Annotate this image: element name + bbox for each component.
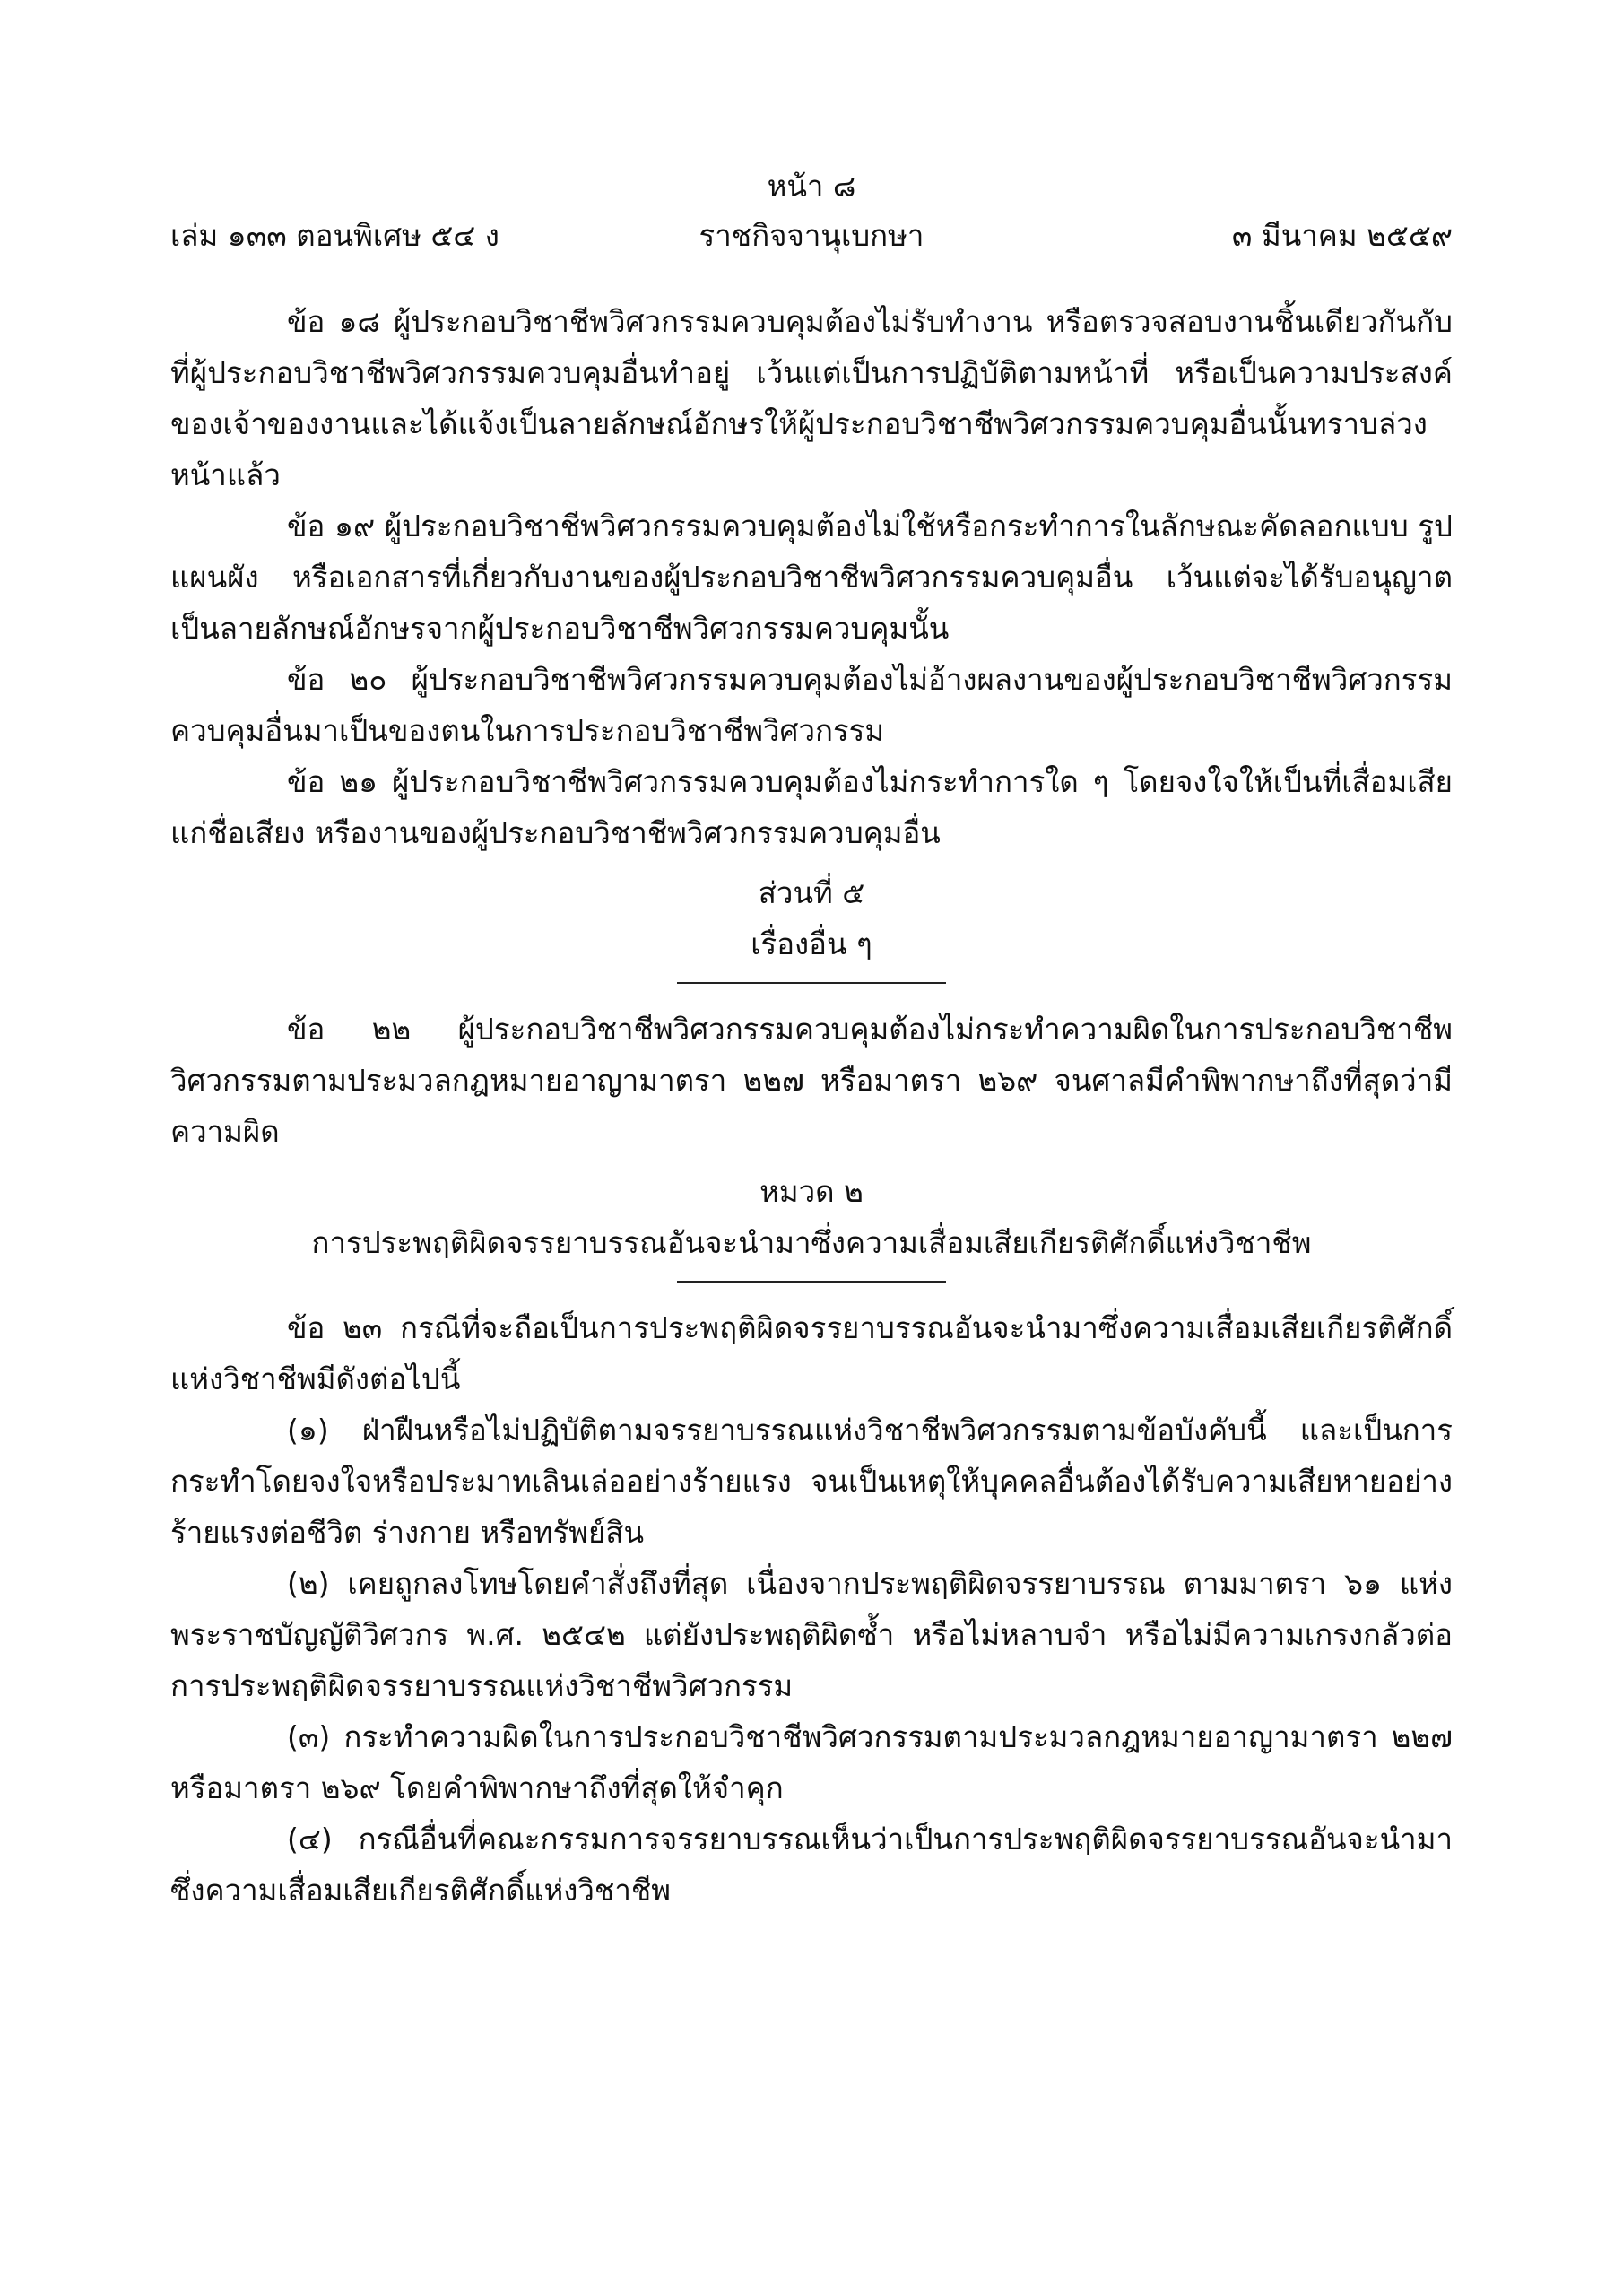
- clause-18: ข้อ ๑๘ ผู้ประกอบวิชาชีพวิศวกรรมควบคุมต้องไม่รับทำงาน หรือตรวจสอบงานชิ้นเดียวกันกับที่ผู้ประกอบวิชาชีพวิศวกรรมควบคุมอื่นทำอยู่ เว้นแต่เป็นการปฏิบัติตามหน้าที่ หรือเป็นความประสงค์ของเจ้าของงานและได้แจ้งเป็นลายลักษณ์อักษรให้ผู้ประกอบวิชาชีพวิศวกรรมควบคุมอื่นนั้นทราบล่วงหน้าแล้ว: [170, 304, 1453, 492]
- chapter-2-title: การประพฤติผิดจรรยาบรรณอันจะนำมาซึ่งความเสื่อมเสียเกียรติศักดิ์แห่งวิชาชีพ: [311, 1225, 1312, 1260]
- chapter-2-heading: หมวด ๒: [759, 1174, 864, 1209]
- section-5-heading: ส่วนที่ ๕: [758, 875, 865, 910]
- volume-issue: เล่ม ๑๓๓ ตอนพิเศษ ๕๔ ง: [170, 218, 499, 253]
- publication-name: ราชกิจจานุเบกษา: [699, 218, 924, 253]
- clause-23-intro: ข้อ ๒๓ กรณีที่จะถือเป็นการประพฤติผิดจรรยาบรรณอันจะนำมาซึ่งความเสื่อมเสียเกียรติศักดิ์แห่งวิชาชีพมีดังต่อไปนี้: [170, 1310, 1453, 1396]
- clause-23-item-3: (๓) กระทำความผิดในการประกอบวิชาชีพวิศวกรรมตามประมวลกฎหมายอาญามาตรา ๒๒๗ หรือมาตรา ๒๖๙ โดยคำพิพากษาถึงที่สุดให้จำคุก: [170, 1719, 1453, 1805]
- spacer: [170, 1283, 1453, 1302]
- gazette-header: [170, 213, 1453, 258]
- spacer: [170, 858, 1453, 867]
- clause-23-item-2: (๒) เคยถูกลงโทษโดยคำสั่งถึงที่สุด เนื่องจากประพฤติผิดจรรยาบรรณ ตามมาตรา ๖๑ แห่งพระราชบัญญัติวิศวกร พ.ศ. ๒๕๔๒ แต่ยังประพฤติผิดซ้ำ หรือไม่หลาบจำ หรือไม่มีความเกรงกลัวต่อการประพฤติผิดจรรยาบรรณแห่งวิชาชีพวิศวกรรม: [170, 1566, 1453, 1703]
- clause-20: ข้อ ๒๐ ผู้ประกอบวิชาชีพวิศวกรรมควบคุมต้องไม่อ้างผลงานของผู้ประกอบวิชาชีพวิศวกรรมควบคุมอื่นมาเป็นของตนในการประกอบวิชาชีพวิศวกรรม: [170, 662, 1453, 748]
- clause-21: ข้อ ๒๑ ผู้ประกอบวิชาชีพวิศวกรรมควบคุมต้องไม่กระทำการใด ๆ โดยจงใจให้เป็นที่เสื่อมเสียแก่ชื่อเสียง หรืองานของผู้ประกอบวิชาชีพวิศวกรรมควบคุมอื่น: [170, 764, 1453, 850]
- document-body: [170, 296, 1453, 1916]
- spacer: [170, 1157, 1453, 1166]
- clause-19: ข้อ ๑๙ ผู้ประกอบวิชาชีพวิศวกรรมควบคุมต้องไม่ใช้หรือกระทำการในลักษณะคัดลอกแบบ รูป แผนผัง หรือเอกสารที่เกี่ยวกับงานของผู้ประกอบวิชาชีพวิศวกรรมควบคุมอื่น เว้นแต่จะได้รับอนุญาตเป็นลายลักษณ์อักษรจากผู้ประกอบวิชาชีพวิศวกรรมควบคุมนั้น: [170, 509, 1453, 646]
- clause-23-item-1: (๑) ฝ่าฝืนหรือไม่ปฏิบัติตามจรรยาบรรณแห่งวิชาชีพวิศวกรรมตามข้อบังคับนี้ และเป็นการกระทำโดยจงใจหรือประมาทเลินเล่ออย่างร้ายแรง จนเป็นเหตุให้บุคคลอื่นต้องได้รับความเสียหายอย่างร้ายแรงต่อชีวิต ร่างกาย หรือทรัพย์สิน: [170, 1413, 1453, 1550]
- spacer: [170, 984, 1453, 1004]
- section-5-title: เรื่องอื่น ๆ: [751, 926, 872, 961]
- clause-22: ข้อ ๒๒ ผู้ประกอบวิชาชีพวิศวกรรมควบคุมต้องไม่กระทำความผิดในการประกอบวิชาชีพวิศวกรรมตามประมวลกฎหมายอาญามาตรา ๒๒๗ หรือมาตรา ๒๖๙ จนศาลมีคำพิพากษาถึงที่สุดว่ามีความผิด: [170, 1012, 1453, 1149]
- clause-23-item-4: (๔) กรณีอื่นที่คณะกรรมการจรรยาบรรณเห็นว่าเป็นการประพฤติผิดจรรยาบรรณอันจะนำมาซึ่งความเสื่อมเสียเกียรติศักดิ์แห่งวิชาชีพ: [170, 1822, 1453, 1908]
- page-number: หน้า ๘: [767, 169, 856, 204]
- publication-date: ๓ มีนาคม ๒๕๕๙: [1231, 218, 1453, 253]
